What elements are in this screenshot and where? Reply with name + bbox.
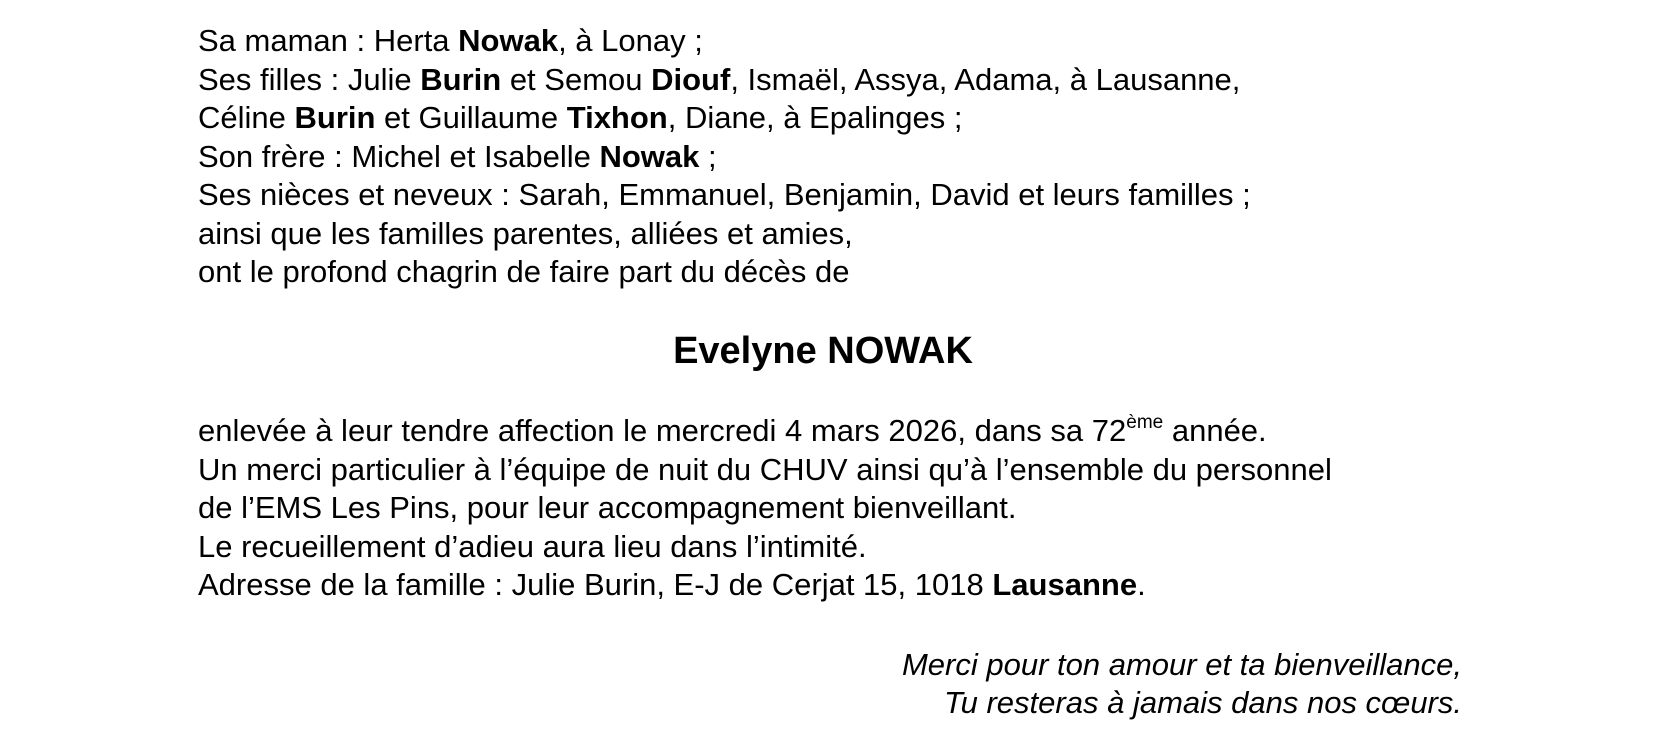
address-city: Lausanne	[992, 567, 1138, 602]
daughters-children: , Ismaël, Assya, Adama, à Lausanne,	[730, 61, 1241, 97]
brother-label: Son frère : Michel et Isabelle	[198, 138, 600, 174]
daughters-label: Ses filles : Julie	[198, 61, 421, 97]
mother-surname: Nowak	[458, 23, 559, 58]
daughter-2-name: Céline	[198, 100, 295, 135]
daughter-2-text: et Guillaume	[375, 100, 567, 135]
details-line-thanks: Un merci particulier à l’équipe de nuit du CHUV ainsi qu’à l’ensemble du personnel	[198, 451, 1332, 487]
details-line-thanks-2: de l’EMS Les Pins, pour leur accompagnement bienveillant.	[198, 490, 1017, 525]
mother-label: Sa maman : Herta	[198, 23, 459, 58]
family-line-brother	[198, 138, 1251, 177]
brother-surname: Nowak	[599, 138, 700, 174]
details-line-date	[198, 412, 1332, 451]
date-text: enlevée à leur tendre affection le mercredi 4 mars 2026, dans sa 72	[198, 413, 1127, 448]
family-line-relatives: ainsi que les familles parentes, alliées et amies,	[198, 215, 853, 251]
deceased-name: Evelyne NOWAK	[673, 330, 973, 372]
quote-line-1: Merci pour ton amour et ta bienveillance,	[901, 647, 1462, 682]
family-line-daughters	[198, 61, 1251, 100]
daughters-text: et Semou	[501, 61, 652, 97]
daughter-2-surname: Burin	[294, 100, 376, 135]
daughter-surname: Burin	[420, 61, 502, 97]
partner-surname: Diouf	[651, 61, 731, 97]
daughter-2-children: , Diane, à Epalinges ;	[667, 100, 963, 135]
family-line-daughter-2	[198, 99, 1251, 138]
closing-quote	[902, 646, 1462, 722]
family-line-announcement: ont le profond chagrin de faire part du décès de	[198, 254, 850, 289]
address-text: Adresse de la famille : Julie Burin, E-J de Cerjat 15, 1018	[198, 567, 993, 602]
ordinal-suffix: ème	[1126, 412, 1164, 433]
brother-end: ;	[699, 138, 717, 174]
details-line-ceremony: Le recueillement d’adieu aura lieu dans l’intimité.	[198, 528, 867, 564]
date-end: année.	[1163, 413, 1267, 448]
family-line-mother	[198, 22, 1251, 61]
partner-2-surname: Tixhon	[566, 100, 668, 135]
family-line-nieces: Ses nièces et neveux : Sarah, Emmanuel, Benjamin, David et leurs familles ;	[198, 177, 1251, 212]
details-text	[198, 412, 1332, 605]
quote-line-2: Tu resteras à jamais dans nos cœurs.	[944, 685, 1462, 720]
details-line-address	[198, 566, 1332, 605]
address-end: .	[1137, 567, 1146, 602]
deceased-name-wrap	[0, 328, 1654, 374]
mother-location: , à Lonay ;	[558, 23, 703, 58]
family-list	[198, 22, 1251, 292]
